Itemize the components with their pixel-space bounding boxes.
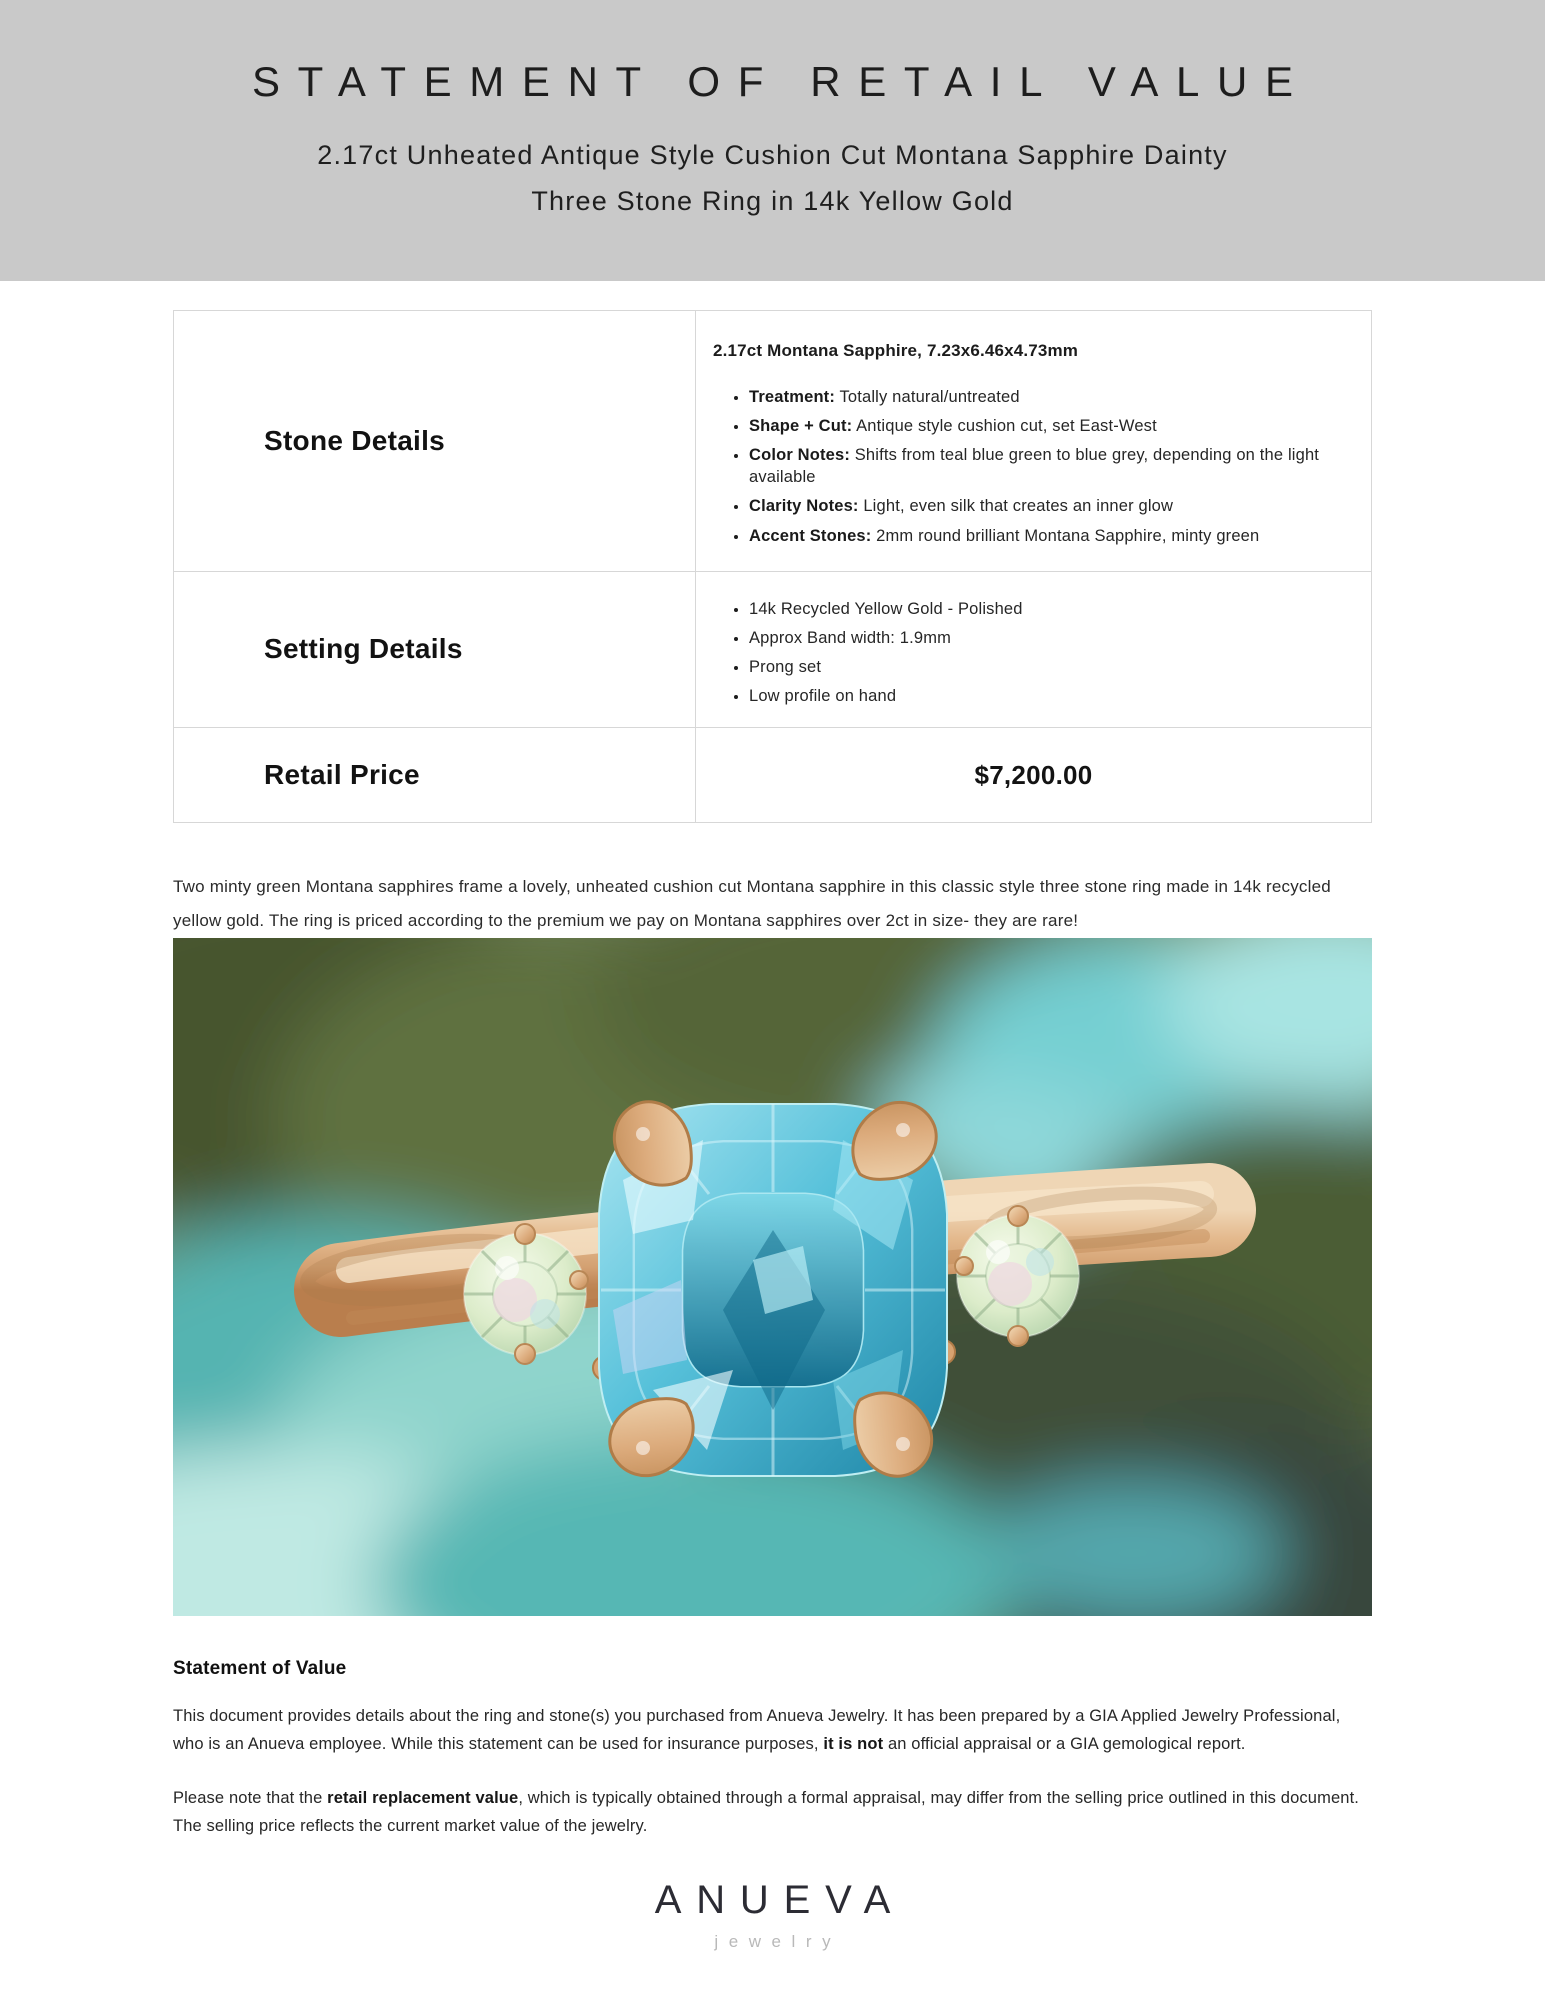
stone-details-row xyxy=(174,311,1371,571)
setting-bullet-list xyxy=(713,598,1345,707)
statement-of-value-heading: Statement of Value xyxy=(173,1658,347,1680)
ring-photo xyxy=(173,938,1372,1616)
page-title: STATEMENT OF RETAIL VALUE xyxy=(251,57,1311,105)
ring-description: Two minty green Montana sapphires frame a lovely, unheated cushion cut Montana sapphire in this classic style three stone ring made in 14k recycled yellow gold. The ring is priced according to the premium we pay on Montana sapphires over 2ct in size- they are rare! xyxy=(173,877,1331,931)
stone-bullet-treatment: • Treatment: Totally natural/untreated xyxy=(749,386,1345,408)
stone-bullet-accent-stones: • Accent Stones: 2mm round brilliant Montana Sapphire, minty green xyxy=(749,525,1345,547)
retail-price-row xyxy=(174,727,1371,822)
setting-details-row xyxy=(174,571,1371,727)
stone-details-content xyxy=(696,311,1371,571)
stone-bullet-color-notes: • Color Notes: Shifts from teal blue green to blue grey, depending on the light available xyxy=(749,444,1345,488)
brand-tagline: jewelry xyxy=(714,1932,842,1952)
stone-heading: 2.17ct Montana Sapphire, 7.23x6.46x4.73mm xyxy=(713,341,1079,360)
document-body xyxy=(173,310,1372,1952)
retail-price-value: $7,200.00 xyxy=(974,759,1093,790)
setting-details-label: Setting Details xyxy=(174,572,696,727)
statement-paragraph-2: Please note that the retail replacement value, which is typically obtained through a formal appraisal, may differ from the selling price outlined in this document. The selling price reflects the current market value of the jewelry. xyxy=(173,1789,1360,1835)
brand-logo xyxy=(173,1878,1372,1952)
setting-details-content xyxy=(696,572,1371,727)
ring-photo-illustration xyxy=(173,938,1372,1616)
retail-price-label: Retail Price xyxy=(174,728,696,822)
stone-bullet-shape-cut: • Shape + Cut: Antique style cushion cut, set East-West xyxy=(749,415,1345,437)
setting-bullet-metal: • 14k Recycled Yellow Gold - Polished xyxy=(749,598,1345,620)
details-table xyxy=(173,310,1372,823)
setting-bullet-band-width: • Approx Band width: 1.9mm xyxy=(749,627,1345,649)
setting-bullet-prong: • Prong set xyxy=(749,656,1345,678)
brand-name: ANUEVA xyxy=(654,1878,906,1923)
statement-paragraph-1: This document provides details about the ring and stone(s) you purchased from Anueva Jewelry. It has been prepared by a GIA Applied Jewelry Professional, who is an Anueva employee. While this statement can be used for insurance purposes, it is not an official appraisal or a GIA gemological report. xyxy=(173,1707,1341,1753)
stone-bullet-clarity-notes: • Clarity Notes: Light, even silk that creates an inner glow xyxy=(749,495,1345,517)
page-subtitle xyxy=(317,132,1228,224)
page-subtitle-line2: Three Stone Ring in 14k Yellow Gold xyxy=(531,185,1014,216)
page-subtitle-line1: 2.17ct Unheated Antique Style Cushion Cut Montana Sapphire Dainty xyxy=(317,139,1228,170)
setting-bullet-profile: • Low profile on hand xyxy=(749,685,1345,707)
stone-bullet-list xyxy=(713,386,1345,547)
document-header xyxy=(0,0,1545,281)
stone-details-label: Stone Details xyxy=(174,311,696,571)
